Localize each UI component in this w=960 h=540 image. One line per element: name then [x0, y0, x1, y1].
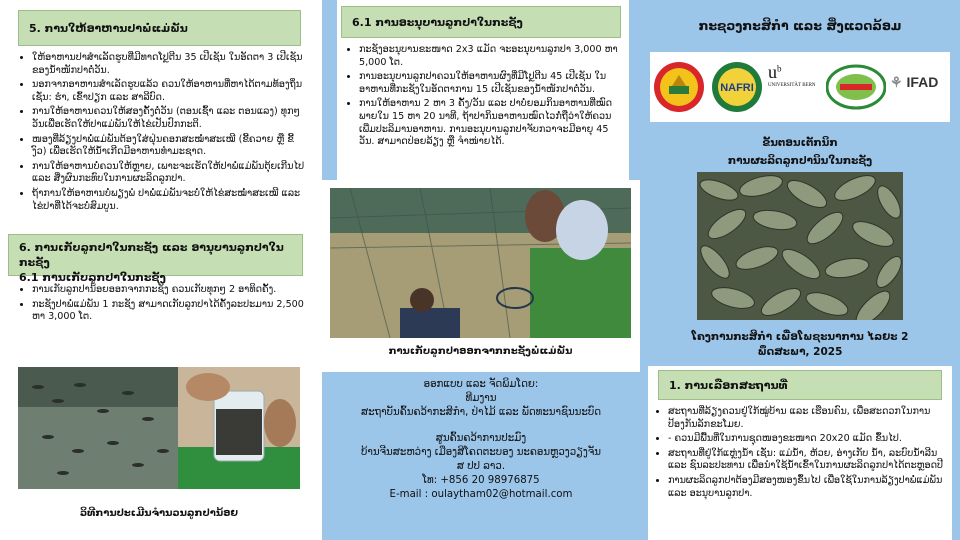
section6-list — [16, 284, 304, 324]
section6-body — [16, 284, 304, 326]
list-item: • ໃຫ້ອາຫານປາສຳເລັດຮູບທີ່ມີທາດໂປຼຕີນ 35 ເປີເຊັນ ໃນອັດຕາ 3 ເປີເຊັນ ຂອງນ້ຳໜັກປາຕໍ່ວັນ. — [32, 52, 308, 77]
credits-block — [322, 378, 640, 502]
list-item: • ກະຊັງປາພໍ່ແມ່ພັນ 1 ກະຊັງ ສາມາດເກັບລູກປາໄດ້ຄັ້ງລະປະມານ 2,500 ຫາ 3,000 ໂຕ. — [32, 299, 304, 324]
bern-logo-b: b — [777, 63, 782, 74]
list-item: • ຖ້າການໃຫ້ອາຫານບໍ່ພຽງພໍ ປາພໍ່ແມ່ພັນຈະບໍ່ໃຫ້ໄຂ່ສະໝໍ່າສະເໝີ ແລະ ໄຂ່ປາທີ່ໄດ້ຈະບໍ່ສົມບູນ. — [32, 188, 308, 213]
section1-list — [652, 406, 946, 500]
nafri-logo-text: NAFRI — [720, 82, 754, 94]
list-item: • ການໃຫ້ອາຫານຄວນໃຫ້ສອງຄັ້ງຕໍ່ວັນ (ຕອນເຊົ້າ ແລະ ຕອນແລງ) ທຸກໆວັນເພື່ອເຮັດໃຫ້ປາແມ່ພັນໃຫ້ໄຂ່ເປັນປົກກະຕິ. — [32, 106, 308, 131]
list-item: • ການຜະລິດລູກປາຕ້ອງມີສອງໜອງຂຶ້ນໄປ ເພື່ອໃຊ້ໃນການລ້ຽງປາພໍ່ແມ່ພັນ ແລະ ອະນຸບານລູກປາ. — [668, 475, 946, 500]
list-item: • ກະຊັງອະນຸບານຂະໜາດ 2x3 ແມັດ ຈະອະນຸບານລູກປາ 3,000 ຫາ 5,000 ໂຕ. — [359, 44, 625, 69]
ifad-logo — [890, 74, 950, 91]
panel-right — [640, 0, 960, 540]
ministry-title: ກະຊວງກະສິກຳ ແລະ ສິ່ງແວດລ້ອມ — [698, 18, 902, 33]
fingerling-count-photo — [18, 367, 300, 489]
list-item: • ການໃຫ້ອາຫານ 2 ຫາ 3 ຄັ້ງ/ວັນ ແລະ ປາບໍ່ຍອມກິນອາຫານທີ່ໝົດພາຍໃນ 15 ຫາ 20 ນາທີ, ຖ້າປາກິນອາຫານໝົດໄວກໍ່ຖືວ່າໃຫ້ຄວນເພີ່ມປະລິມານອາຫານ. ການອະນຸບານລູກປາຈັບກວາຈະມີອາຍຸ 45 ວັນ. ສາມາດປ່ອຍລ້ຽງ ຫຼື ຈຳໜ່າຍໄດ້. — [359, 98, 625, 148]
list-item: • - ຄວນມີພື້ນທີ່ໃນການຊຸດໜອງຂະໜາດ 20x20 ແມັດ ຂຶ້ນໄປ. — [668, 433, 946, 446]
list-item: • ການອະນຸບານລູກປາຄວນໃຫ້ອາຫານຜົງທີ່ມີໂປຼຕີນ 45 ເປີເຊັນ ໃນອາຫານທີ່ກະຊັງໃນອັດຕາການ 15 ເປີເຊັນຂອງນ້ຳໜັກປາຕໍ່ວັນ. — [359, 71, 625, 96]
tilapia-photo — [697, 172, 903, 320]
list-item: • ໜອງທີ່ລ້ຽງປາພໍ່ແມ່ພັນຕ້ອງໃສ່ຝຸ່ນຄອກສະໝໍ່າສະເໝີ (ຂີ້ຄວາຍ ຫຼື ຂີ້ງົວ) ເພື່ອເຮັດໃຫ້ນໍ້າເກີດມີອາຫານທຳມະຊາດ. — [32, 134, 308, 159]
list-item: • ສະຖານທີ່ຢູ່ໃກ້ແຫຼ່ງນ້ຳ ເຊັ່ນ: ແມ່ນ້ຳ, ຫ້ວຍ, ອ່າງເກັບ ນ້ຳ, ລະບົບນ້ຳລີນ ແລະ ຊົນລະປະທານ ເພື່ອນຳໃຊ້ນ້ຳເຂົ້າໃນການຜະລິດລູກປາໄດ້ຕະຫຼອດປີ — [668, 448, 946, 473]
section6-subtitle: 6.1 ການເກັບລູກປາໃນກະຊັງ — [19, 271, 166, 284]
section1-body — [652, 406, 946, 502]
harvest-photo-card — [322, 180, 640, 372]
contact-address-2: ສ ປປ ລາວ. — [456, 461, 506, 472]
list-item: • ການເກັບລູກປານ້ອຍອອກຈາກກະຊັງ ຄວນເກັບທຸກໆ 2 ອາທິດຄັ້ງ. — [32, 284, 304, 297]
photo-caption-middle: ການເກັບລູກປາອອກຈາກກະຊັງພໍ່ແມ່ພັນ — [388, 346, 573, 357]
project-line-1: ໂຄງການກະສິກຳ ເພື່ອໂພຊະນາການ ໄລຍະ 2 — [691, 331, 909, 343]
ifad-logo-icon: ⚘ — [890, 74, 907, 90]
contact-address-1: ບ້ານຈີນສະຫວ່າງ ເມືອງສີໂຄດຕະບອງ ນະຄອນຫຼວງວຽງຈັນ — [361, 447, 601, 458]
contact-title: ສູນຄົ້ນຄວ້າການປະມົງ — [435, 433, 527, 444]
photo-caption-left: ວິທີການປະເມີນຈຳນວນລູກປານ້ອຍ — [80, 508, 238, 519]
section61-card — [337, 0, 629, 180]
list-item: • ນອກຈາກອາຫານສຳເລັດຮູບແລ້ວ ຄວນໃຫ້ອາຫານທີ່ຫາໄດ້ຕາມທ້ອງຖິ່ນເຊັ່ນ: ຮຳ, ເຂົ້າປຽກ ແລະ ສາລີບົດ. — [32, 79, 308, 104]
section61-body — [343, 44, 625, 151]
credits-designed-by: ອອກແບບ ແລະ ຈັດພິມໂດຍ: — [423, 379, 539, 390]
panel-left — [0, 0, 322, 540]
credits-center: ສະຖາບັນຄົ້ນຄວ້າກະສິກຳ, ປ່າໄມ້ ແລະ ພັດທະນາຊົນນະບົດ — [360, 407, 602, 418]
list-item: • ສະຖານທີ່ລ້ຽງຄວນຢູ່ໃກ້ໝູ່ບ້ານ ແລະ ເຮືອນຄົນ, ເພື່ອສະດວກໃນການປ້ອງກັນລັກຂະໂມຍ. — [668, 406, 946, 431]
bern-logo-u: u — [768, 62, 777, 82]
bern-logo-name: UNIVERSITÄT BERN — [768, 83, 816, 88]
section1-title: 1. ການເລືອກສະຖານທີ່ — [658, 370, 942, 400]
section61-title: 6.1 ການອະນຸບານລູກປາໃນກະຊັງ — [341, 6, 621, 38]
contact-phone: ໂທ: +856 20 98976875 — [422, 475, 540, 486]
list-item: • ການໃຫ້ອາຫານບໍ່ຄວນໃຫ້ຫຼາຍ, ເພາະຈະເຮັດໃຫ້ປາພໍ່ແມ່ພັນຕຸ້ຍເກີນໄປ ແລະ ສີ່ງຜົນກະທົບໃນການຜະລິດລູກປາ. — [32, 161, 308, 186]
partner-logo-icon — [826, 64, 886, 110]
panel-middle — [322, 0, 640, 540]
contact-email[interactable]: E-mail : oulaytham02@hotmail.com — [389, 489, 573, 500]
section5-list — [16, 52, 308, 213]
ifad-logo-text: IFAD — [906, 74, 939, 90]
project-line-2: ພຶດສະພາ, 2025 — [757, 346, 843, 358]
section5-body — [16, 52, 308, 215]
credits-team: ທີມງານ — [465, 393, 497, 404]
maf-logo-icon — [652, 60, 706, 114]
section6-header — [8, 234, 303, 284]
harvest-photo — [330, 188, 631, 338]
section6-title: 6. ການເກັບລູກປາໃນກະຊັງ ແລະ ອານຸບານລູກປາໃນກະຊັງ — [19, 241, 284, 269]
section5-title: 5. ການໃຫ້ອາຫານປາພໍ່ແມ່ພັນ — [18, 10, 301, 46]
booklet-title-line2: ການຜະລິດລູກປານິນໃນກະຊັງ — [727, 155, 873, 167]
project-info — [640, 330, 960, 360]
logo-strip — [650, 52, 950, 122]
section1-card — [648, 366, 952, 540]
nafri-logo-icon — [710, 60, 764, 114]
bern-logo — [768, 62, 824, 112]
booklet-title — [640, 134, 960, 170]
section61-list — [343, 44, 625, 149]
booklet-title-line1: ຂັ້ນຕອນເຕັກນິກ — [762, 137, 838, 149]
